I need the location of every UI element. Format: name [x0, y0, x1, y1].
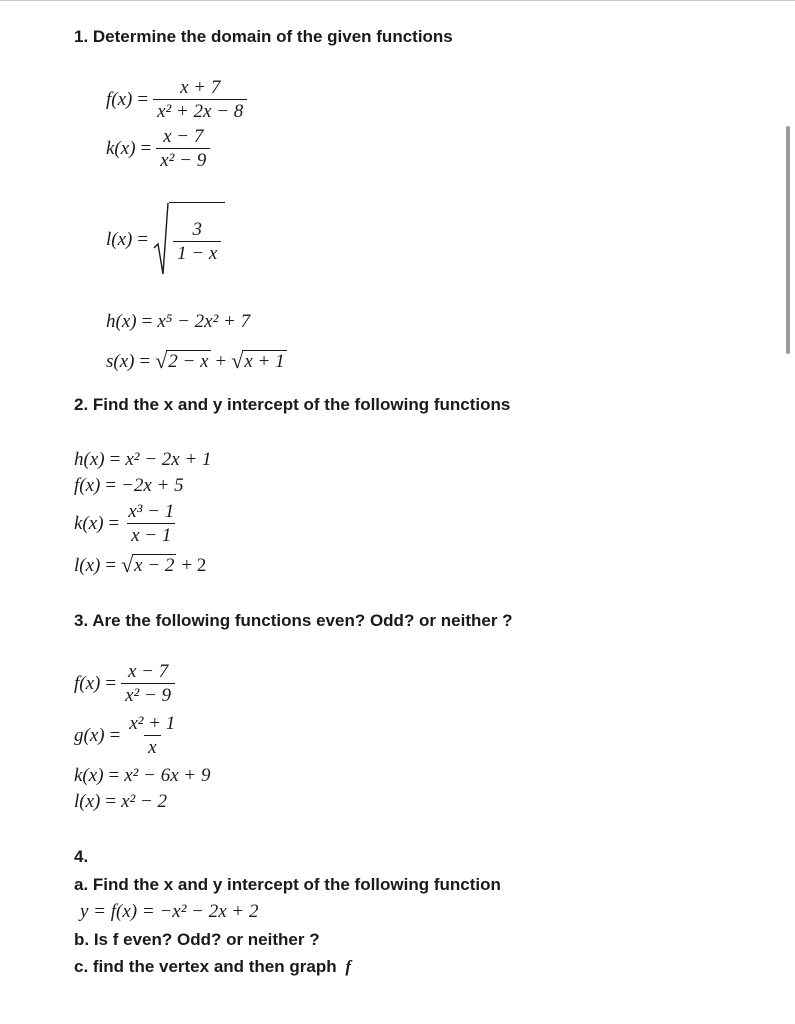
q1-l-denominator: 1 − x: [173, 241, 221, 263]
radical-sign-icon: √: [121, 552, 134, 577]
q1-h-equation: [106, 312, 250, 331]
q3-g-numerator: x² + 1: [129, 713, 176, 734]
q3-g-equation: [74, 714, 179, 757]
q2-l-eq: =: [105, 554, 117, 576]
q1-f-denominator: x² + 2x − 8: [153, 99, 247, 121]
q2-l-equation: [74, 554, 206, 576]
q1-f-numerator: x + 7: [180, 77, 221, 98]
q3-k-rhs: x² − 6x + 9: [124, 765, 211, 786]
q3-f-numerator: x − 7: [127, 661, 169, 682]
q2-l-tail: + 2: [181, 554, 207, 576]
q3-g-lhs: g(x): [74, 725, 105, 746]
q2-f-equation: [74, 476, 184, 495]
radical-sign-icon: √: [155, 348, 168, 373]
q1-s-radicand-2: x + 1: [244, 351, 285, 372]
q1-h-eq: =: [141, 311, 153, 332]
q1-l-lhs: l(x): [106, 228, 133, 250]
q2-h-rhs: x² − 2x + 1: [125, 449, 212, 470]
q1-f-eq: =: [137, 89, 149, 110]
q2-k-fraction: [124, 502, 178, 545]
q2-f-rhs: −2x + 5: [121, 475, 184, 496]
q1-l-fraction: [173, 220, 221, 263]
q2-f-eq: =: [105, 475, 117, 496]
q1-l-numerator: 3: [192, 219, 202, 240]
q4-part-c: [74, 957, 351, 977]
q1-l-eq: =: [137, 228, 149, 250]
q2-k-eq: =: [108, 513, 120, 534]
q2-heading: 2. Find the x and y intercept of the following functions: [74, 395, 511, 414]
top-border: [0, 0, 795, 1]
q3-l-rhs: x² − 2: [121, 791, 168, 812]
q2-f-lhs: f(x): [74, 475, 101, 496]
q4-part-a: a. Find the x and y intercept of the following function: [74, 875, 501, 894]
q1-f-fraction: [153, 78, 247, 121]
q4-part-b: b. Is f even? Odd? or neither ?: [74, 930, 320, 949]
q1-s-radicand-1: 2 − x: [168, 351, 209, 372]
q1-k-numerator: x − 7: [163, 126, 204, 147]
q3-g-denominator: x: [144, 735, 160, 757]
q3-g-fraction: [125, 714, 179, 757]
q2-h-equation: [74, 450, 212, 469]
q3-f-denominator: x² − 9: [121, 683, 175, 705]
q2-l-lhs: l(x): [74, 554, 101, 576]
q1-k-denominator: x² − 9: [156, 148, 210, 170]
q3-l-eq: =: [105, 791, 117, 812]
q1-l-equation: [106, 202, 225, 276]
q3-f-lhs: f(x): [74, 673, 101, 694]
q3-f-eq: =: [105, 673, 117, 694]
q1-k-eq: =: [140, 138, 152, 159]
q1-f-equation: [106, 78, 247, 121]
q4-part-c-fn: f: [345, 957, 352, 976]
q1-s-eq: =: [139, 350, 151, 372]
q2-k-denominator: x − 1: [127, 523, 175, 545]
q3-k-lhs: k(x): [74, 765, 104, 786]
q3-heading: 3. Are the following functions even? Odd? or neither ?: [74, 611, 513, 630]
q3-l-equation: [74, 792, 167, 811]
q2-k-lhs: k(x): [74, 513, 104, 534]
q1-s-sqrt-1: [155, 350, 210, 372]
q2-k-numerator: x³ − 1: [128, 501, 175, 522]
q1-s-lhs: s(x): [106, 350, 135, 372]
q2-l-radicand: x − 2: [134, 555, 175, 576]
q2-l-sqrt: [121, 554, 176, 576]
q1-heading: 1. Determine the domain of the given functions: [74, 27, 453, 46]
q3-g-eq: =: [109, 725, 121, 746]
q1-s-sqrt-2: [231, 350, 286, 372]
q3-k-equation: [74, 766, 210, 785]
q4-number: 4.: [74, 847, 89, 866]
radical-sign-icon: [153, 202, 169, 276]
q2-h-lhs: h(x): [74, 449, 105, 470]
q2-h-eq: =: [109, 449, 121, 470]
q1-l-sqrt: [153, 202, 225, 276]
q1-f-lhs: f(x): [106, 89, 133, 110]
q1-s-plus: +: [215, 350, 227, 372]
q4-equation: y = f(x) = −x² − 2x + 2: [80, 901, 259, 922]
q3-k-eq: =: [108, 765, 120, 786]
scrollbar[interactable]: [786, 126, 790, 354]
q1-k-equation: [106, 127, 210, 170]
q3-f-equation: [74, 662, 175, 705]
q1-h-lhs: h(x): [106, 311, 137, 332]
q3-f-fraction: [121, 662, 175, 705]
q1-k-lhs: k(x): [106, 138, 136, 159]
q4-part-c-text: c. find the vertex and then graph: [74, 957, 337, 976]
q1-h-rhs: x⁵ − 2x² + 7: [157, 311, 251, 332]
q1-k-fraction: [156, 127, 210, 170]
q3-l-lhs: l(x): [74, 791, 101, 812]
q2-k-equation: [74, 502, 178, 545]
radical-sign-icon: √: [231, 348, 244, 373]
q1-s-equation: [106, 350, 287, 372]
